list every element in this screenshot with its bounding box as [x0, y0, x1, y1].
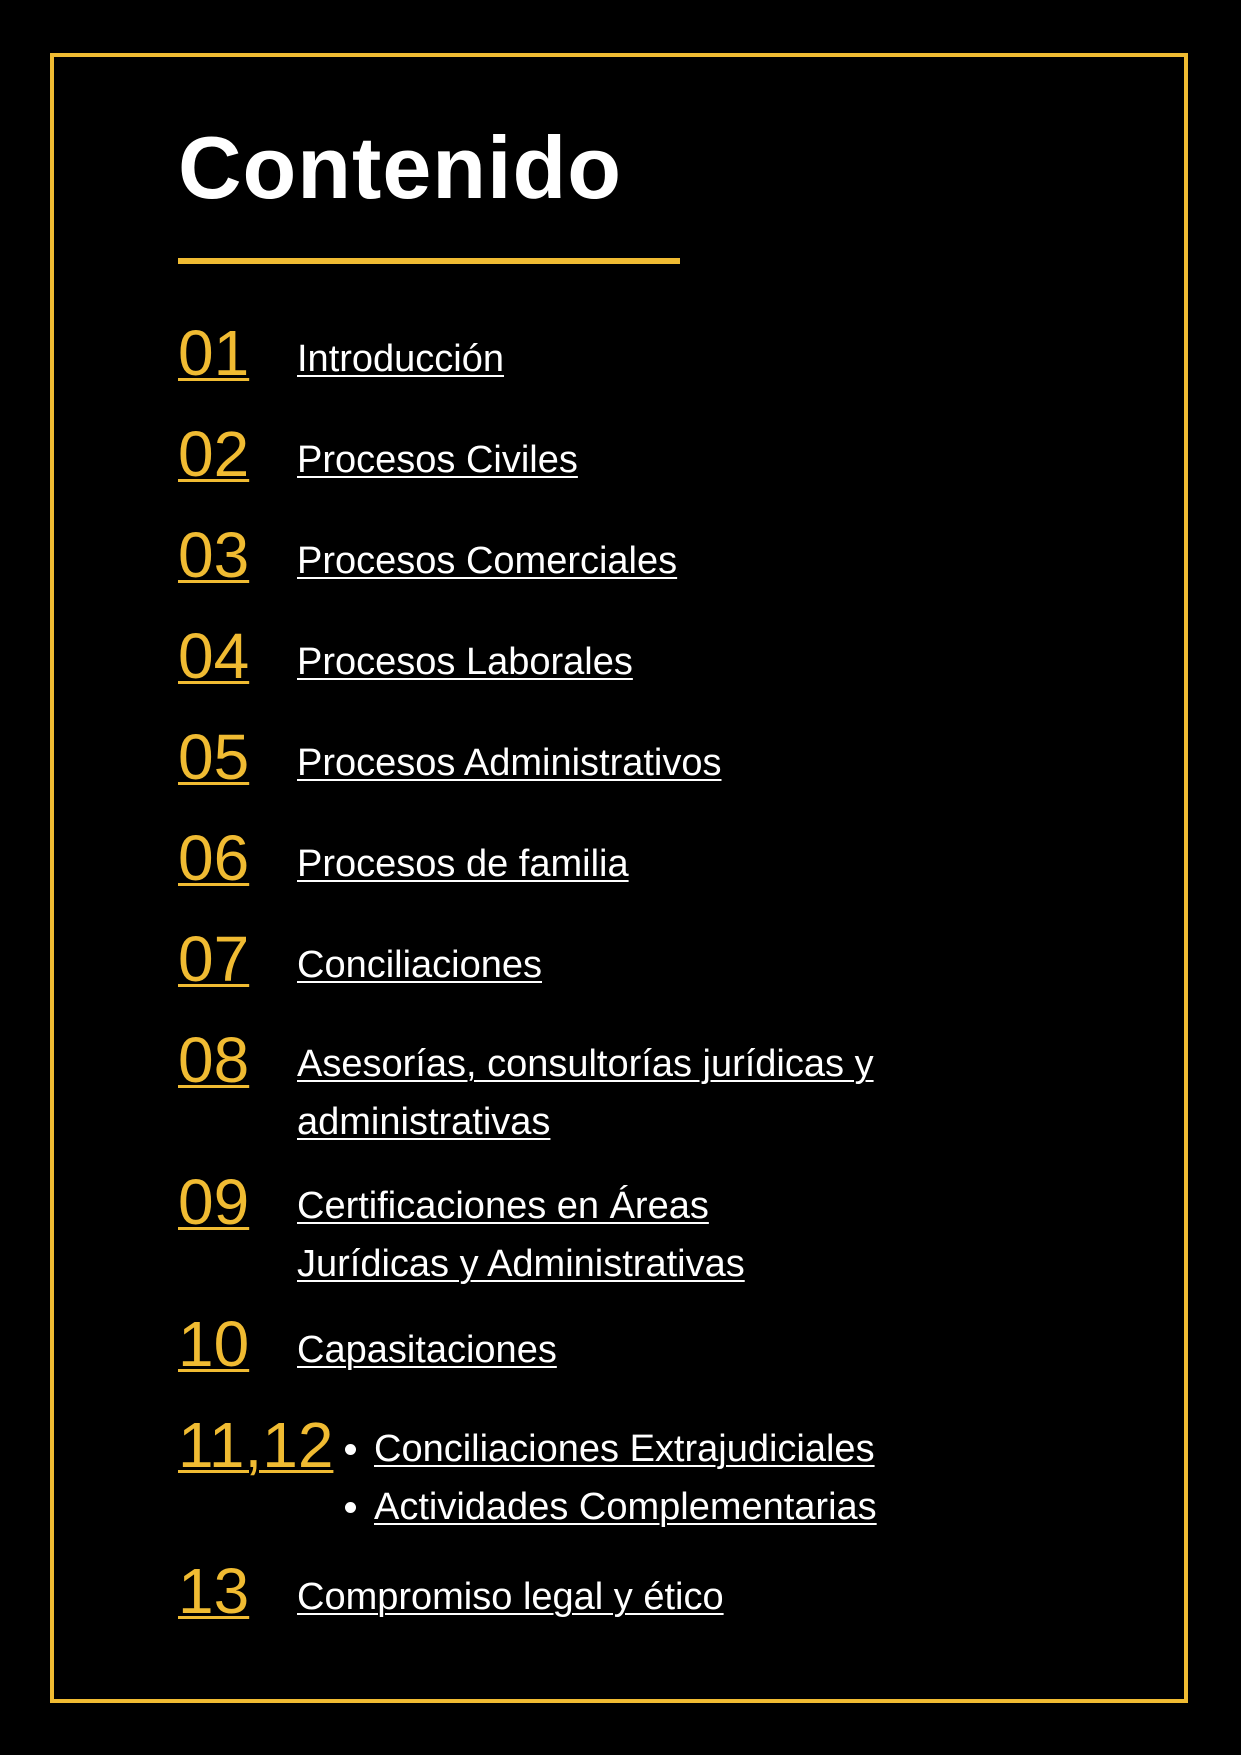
list-item [374, 1478, 877, 1536]
toc-number[interactable]: 04 [178, 620, 250, 692]
toc-number[interactable]: 02 [178, 418, 250, 490]
toc-link-procesos-comerciales[interactable]: Procesos Comerciales [297, 540, 678, 582]
toc-number[interactable]: 03 [178, 519, 250, 591]
toc-link-procesos-administrativos[interactable]: Procesos Administrativos [297, 742, 722, 784]
toc-link-asesorias-line-1[interactable]: Asesorías, consultorías jurídicas y [297, 1043, 874, 1085]
toc-link-procesos-civiles[interactable]: Procesos Civiles [297, 439, 578, 481]
toc-number[interactable]: 09 [178, 1166, 250, 1238]
toc-sublist [332, 1420, 877, 1536]
toc-link-conciliaciones-extrajudiciales[interactable]: Conciliaciones Extrajudiciales [374, 1428, 875, 1470]
toc-number[interactable]: 11,12 [178, 1409, 334, 1481]
toc-link-conciliaciones[interactable]: Conciliaciones [297, 944, 543, 986]
toc-link-capasitaciones[interactable]: Capasitaciones [297, 1329, 557, 1371]
toc-number[interactable]: 13 [178, 1555, 250, 1627]
toc-link-procesos-de-familia[interactable]: Procesos de familia [297, 843, 629, 885]
toc-link-certificaciones-line-1[interactable]: Certificaciones en Áreas [297, 1185, 709, 1227]
toc-number[interactable]: 01 [178, 317, 250, 389]
list-item [374, 1420, 877, 1478]
toc-number[interactable]: 07 [178, 923, 250, 995]
page-title: Contenido [178, 118, 623, 217]
toc-link-certificaciones-line-2[interactable]: Jurídicas y Administrativas [297, 1243, 745, 1285]
toc-link-introduccion[interactable]: Introducción [297, 338, 505, 380]
toc-link-asesorias-line-2[interactable]: administrativas [297, 1101, 551, 1143]
toc-number[interactable]: 10 [178, 1308, 250, 1380]
toc-link-actividades-complementarias[interactable]: Actividades Complementarias [374, 1486, 877, 1528]
toc-number[interactable]: 08 [178, 1024, 250, 1096]
toc-number[interactable]: 06 [178, 822, 250, 894]
toc-link-compromiso-legal[interactable]: Compromiso legal y ético [297, 1576, 724, 1618]
title-underline-rule [178, 258, 680, 264]
toc-number[interactable]: 05 [178, 721, 250, 793]
toc-link-procesos-laborales[interactable]: Procesos Laborales [297, 641, 633, 683]
